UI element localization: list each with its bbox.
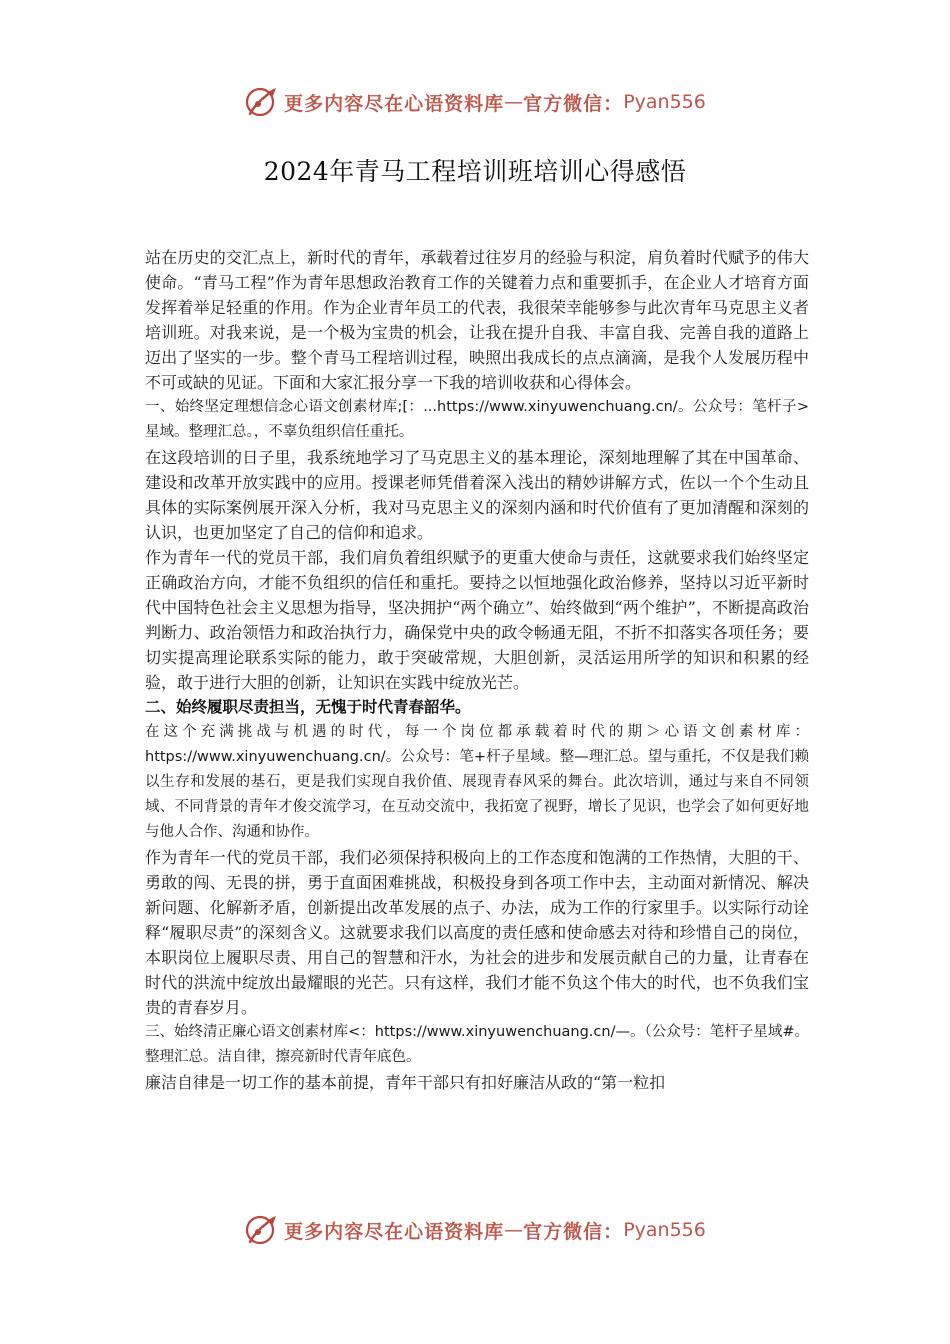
document-body [145, 245, 809, 1095]
banner-text: 更多内容尽在心语资料库 [284, 1220, 505, 1243]
banner-text: 更多内容尽在心语资料库 [284, 92, 505, 115]
section-heading-1: 一、始终坚定理想信念心语文创素材库;[：...https://www.xinyuwenchuang.cn/。公众号：笔杆子>星域。整理汇总。，不辜负组织信任重托。 [145, 399, 809, 440]
bottom-banner [0, 1210, 950, 1250]
banner-separator: — [504, 1219, 524, 1241]
paragraph-3: 在这个充满挑战与机遇的时代，每一个岗位都承载着时代的期＞心语文创素材库：https://www.xinyuwenchuang.cn/。公众号：笔+杆子星域。整—理汇总。望与重托，不仅是我们赖以生存和发展的基石，更是我们实现自我价值、展现青春风采的舞台。此次培训，通过与来自不同领域、不同背景的青年才俊交流学习，在互动交流中，我拓宽了视野，增长了见识，也学会了如何更好地与他人合作、沟通和协作。 [145, 724, 809, 840]
paragraph-4: 作为青年一代的党员干部，我们必须保持积极向上的工作态度和饱满的工作热情，大胆的干、勇敢的闯、无畏的拼，勇于直面困难挑战，积极投身到各项工作中去，主动面对新情况、解决新问题、化解新矛盾，创新提出改革发展的点子、办法，成为工作的行家里手。以实际行动诠释“履职尽责”的深刻含义。这就要求我们以高度的责任感和使命感去对待和珍惜自己的岗位，本职岗位上履职尽责、用自己的智慧和汗水，为社会的进步和发展贡献自己的力量，让青春在时代的洪流中绽放出最耀眼的光芒。只有这样，我们才能不负这个伟大的时代，也不负我们宝贵的青春岁月。 [145, 848, 809, 1017]
paragraph-5: 廉洁自律是一切工作的基本前提，青年干部只有扣好廉洁从政的“第一粒扣 [145, 1073, 666, 1092]
section-heading-2: 二、始终履职尽责担当，无愧于时代青春韶华。 [145, 698, 471, 716]
banner-label: 官方微信： [523, 1220, 624, 1243]
banner-separator: — [504, 91, 524, 113]
section-heading-3: 三、始终清正廉心语文创素材库<：https://www.xinyuwenchuang.cn/—。（公众号：笔杆子星域#。整理汇总。洁自律，擦亮新时代青年底色。 [145, 1024, 809, 1065]
banner-wechat-id: Pyan556 [623, 1219, 706, 1241]
paragraph-2: 作为青年一代的党员干部，我们肩负着组织赋予的更重大使命与责任，这就要求我们始终坚定正确政治方向，才能不负组织的信任和重托。要持之以恒地强化政治修养，坚持以习近平新时代中国特色社会主义思想为指导，坚决拥护“两个确立”、始终做到“两个维护”，不断提高政治判断力、政治领悟力和政治执行力，确保党中央的政令畅通无阻，不折不扣落实各项任务；要切实提高理论联系实际的能力，敢于突破常规，大胆创新，灵活运用所学的知识和积累的经验，敢于进行大胆的创新，让知识在实践中绽放光芒。 [145, 548, 809, 692]
top-banner [0, 82, 950, 122]
paragraph-1: 在这段培训的日子里，我系统地学习了马克思主义的基本理论，深刻地理解了其在中国革命、建设和改革开放实践中的应用。授课老师凭借着深入浅出的精妙讲解方式，佐以一个个生动且具体的实际案例展开深入分析，我对马克思主义的深刻内涵和时代价值有了更加清醒和深刻的认识，也更加坚定了自己的信仰和追求。 [145, 448, 809, 542]
brand-logo-icon [244, 1212, 280, 1248]
banner-label: 官方微信： [523, 92, 624, 115]
document-title: 2024年青马工程培训班培训心得感悟 [263, 157, 687, 186]
banner-wechat-id: Pyan556 [623, 91, 706, 113]
brand-logo-icon [244, 84, 280, 120]
paragraph-intro: 站在历史的交汇点上，新时代的青年，承载着过往岁月的经验与积淀，肩负着时代赋予的伟大使命。“青马工程”作为青年思想政治教育工作的关键着力点和重要抓手，在企业人才培育方面发挥着举足轻重的作用。作为企业青年员工的代表，我很荣幸能够参与此次青年马克思主义者培训班。对我来说，是一个极为宝贵的机会，让我在提升自我、丰富自我、完善自我的道路上迈出了坚实的一步。整个青马工程培训过程，映照出我成长的点点滴滴，是我个人发展历程中不可或缺的见证。下面和大家汇报分享一下我的培训收获和心得体会。 [145, 248, 809, 392]
